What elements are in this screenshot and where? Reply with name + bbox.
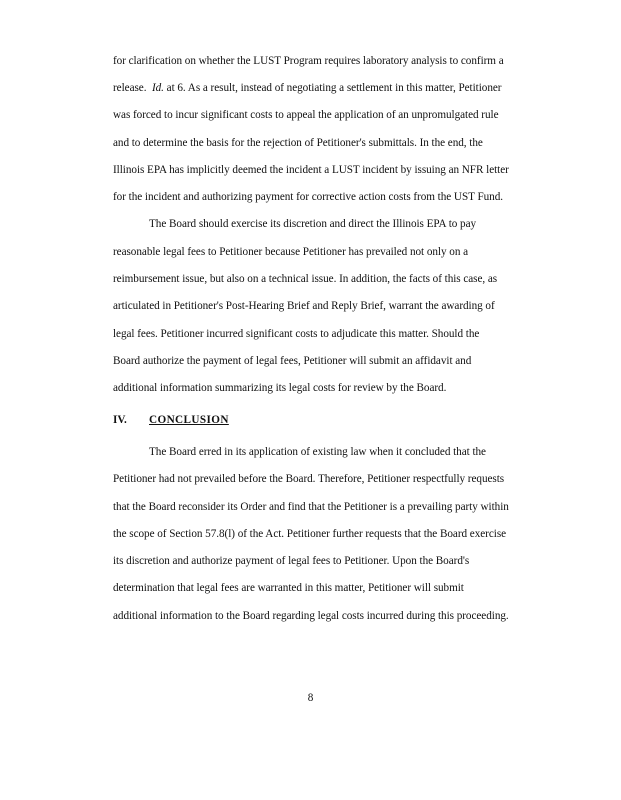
paragraph-3-line-3: that the Board reconsider its Order and find that the Petitioner is a prevailing party within <box>113 501 509 513</box>
paragraph-1-line-4: and to determine the basis for the rejection of Petitioner's submittals. In the end, the <box>113 137 483 149</box>
paragraph-3-line-1: The Board erred in its application of existing law when it concluded that the <box>149 446 486 458</box>
paragraph-3-line-2: Petitioner had not prevailed before the Board. Therefore, Petitioner respectfully requests <box>113 473 505 485</box>
paragraph-1-line-2 <box>113 81 553 95</box>
paragraph-2-line-6: Board authorize the payment of legal fees, Petitioner will submit an affidavit and <box>113 355 472 367</box>
paragraph-1-line-6: for the incident and authorizing payment for corrective action costs from the UST Fund. <box>113 191 504 203</box>
section-title: CONCLUSION <box>149 414 229 426</box>
id-citation: Id. <box>151 82 164 94</box>
paragraph-2-line-2: reasonable legal fees to Petitioner because Petitioner has prevailed not only on a <box>113 246 469 258</box>
paragraph-2-line-3: reimbursement issue, but also on a technical issue. In addition, the facts of this case, as <box>113 273 498 285</box>
paragraph-1-line-2-start: release. <box>113 82 147 94</box>
paragraph-1-line-2-rest: at 6. As a result, instead of negotiating a settlement in this matter, Petitioner <box>166 82 502 94</box>
paragraph-1-line-1: for clarification on whether the LUST Program requires laboratory analysis to confirm a <box>113 55 504 67</box>
page-number: 8 <box>307 692 314 704</box>
paragraph-3-line-6: determination that legal fees are warranted in this matter, Petitioner will submit <box>113 582 464 594</box>
paragraph-3-line-4: the scope of Section 57.8(l) of the Act. Petitioner further requests that the Board exercise <box>113 528 507 540</box>
paragraph-1-line-3: was forced to incur significant costs to appeal the application of an unpromulgated rule <box>113 109 499 121</box>
paragraph-3-line-5: its discretion and authorize payment of legal fees to Petitioner. Upon the Board's <box>113 555 470 567</box>
paragraph-2-line-5: legal fees. Petitioner incurred significant costs to adjudicate this matter. Should the <box>113 328 480 340</box>
paragraph-3-line-7: additional information to the Board regarding legal costs incurred during this proceeding. <box>113 610 509 622</box>
section-number: IV. <box>113 414 127 426</box>
paragraph-1-line-5: Illinois EPA has implicitly deemed the incident a LUST incident by issuing an NFR letter <box>113 164 509 176</box>
paragraph-2-line-7: additional information summarizing its legal costs for review by the Board. <box>113 382 447 394</box>
paragraph-2-line-1: The Board should exercise its discretion and direct the Illinois EPA to pay <box>149 218 477 230</box>
paragraph-2-line-4: articulated in Petitioner's Post-Hearing Brief and Reply Brief, warrant the awarding of <box>113 300 495 312</box>
